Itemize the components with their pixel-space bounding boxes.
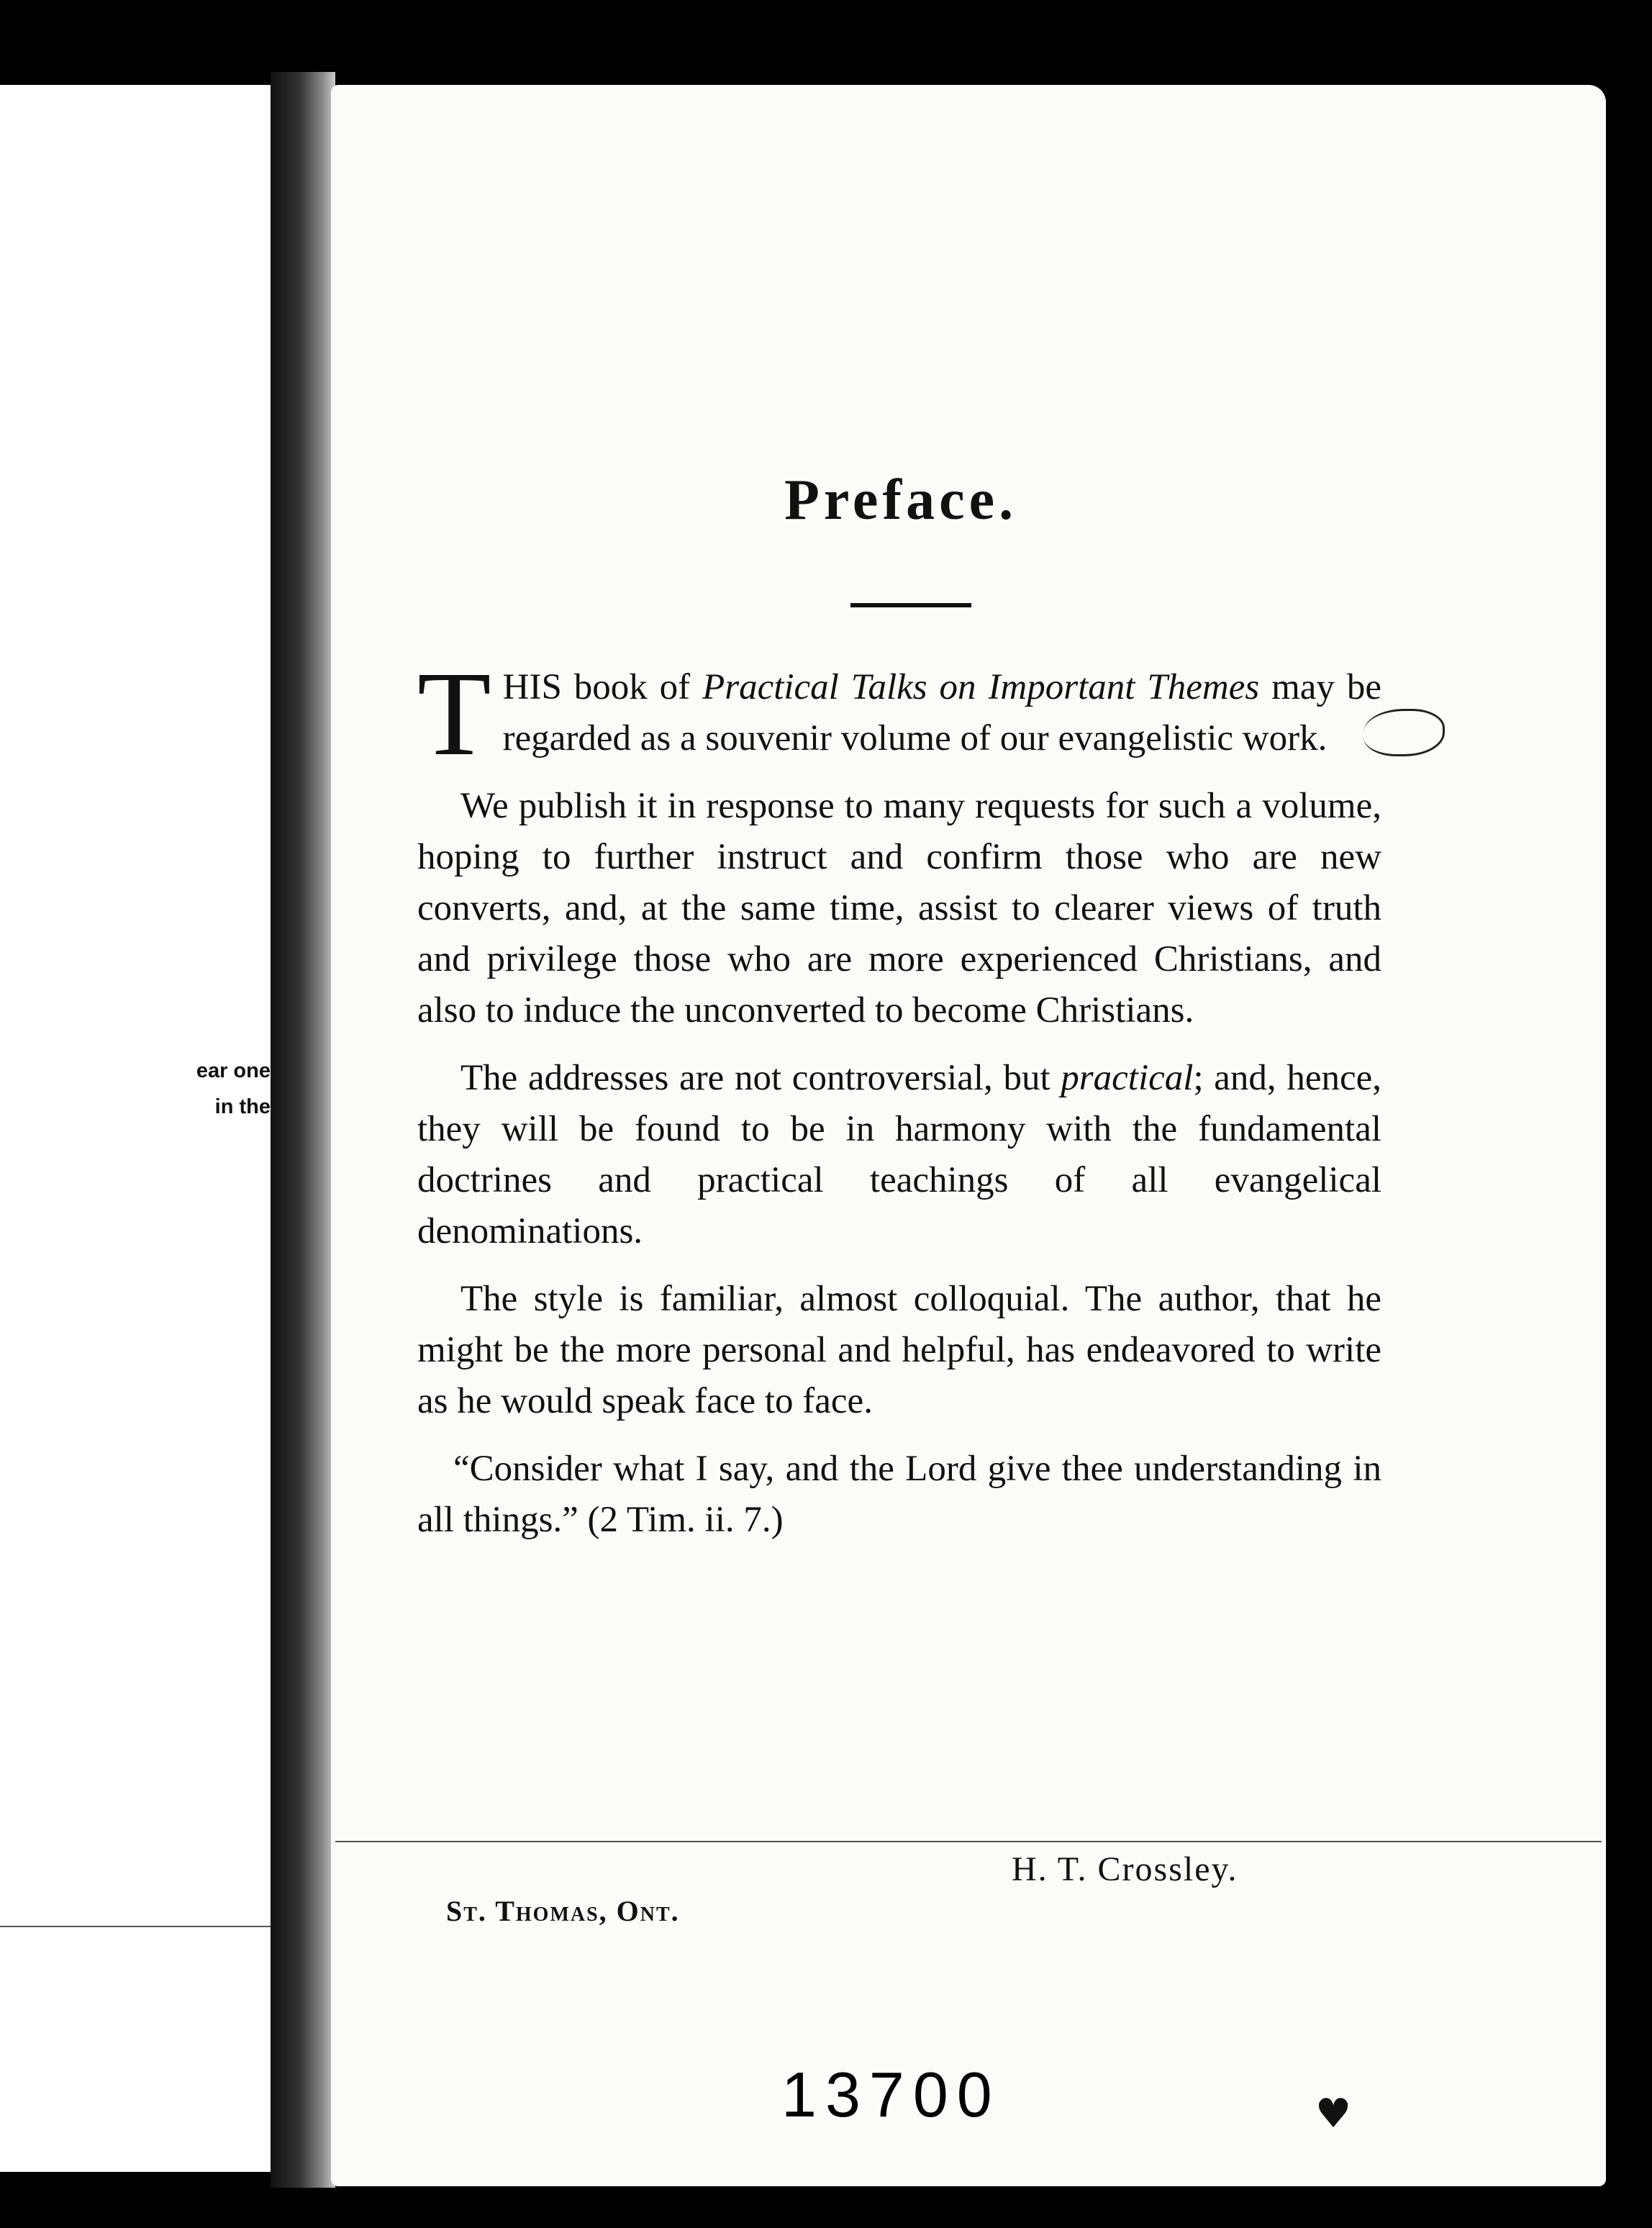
paragraph-text: The addresses are not controversial, but xyxy=(460,1058,1061,1098)
divider-line xyxy=(335,1841,1602,1842)
paragraph-text: HIS book of xyxy=(502,667,703,707)
scripture-quote: “Consider what I say, and the Lord give thee understanding in all things.” (2 Tim. ii. 7.) xyxy=(417,1449,1381,1540)
paragraph: We publish it in response to many requests for such a volume, hoping to further instruct and confirm those who are new converts, and, at the same time, assist to clearer views of truth and privilege those who are more experienced Christians, and also to induce the unconverted to become Christians. xyxy=(417,786,1381,1031)
paragraph-text: may be regarded as a souvenir volume of our evangelistic work. xyxy=(502,667,1381,758)
heart-mark-icon: ♥ xyxy=(1315,2091,1352,2137)
paragraph: The style is familiar, almost colloquial. The author, that he might be the more personal and helpful, has endeavored to write as he would speak face to face. xyxy=(417,1279,1381,1421)
handwritten-number: 13700 xyxy=(781,2059,1001,2130)
author-signature: H. T. Crossley. xyxy=(1012,1850,1238,1888)
book-gutter xyxy=(271,72,335,2188)
left-page-fragment: in the xyxy=(214,1095,271,1118)
paragraph-text: ; and, hence, they will be found to be in harmony with the fundamental doctrines and practical teachings of all evangelical denominations. xyxy=(417,1058,1381,1251)
divider-line xyxy=(0,1926,271,1927)
book-title-italic: Practical Talks on Important Themes xyxy=(702,667,1260,707)
emphasis-italic: practical xyxy=(1061,1058,1194,1098)
left-page-fragment: ear one xyxy=(196,1059,271,1082)
paragraph xyxy=(417,647,1381,781)
left-page xyxy=(0,85,271,2172)
handwritten-annotation xyxy=(1363,709,1445,756)
preface-body xyxy=(417,647,1381,1562)
page-title: Preface. xyxy=(784,468,1018,532)
drop-cap: T xyxy=(417,647,491,781)
paragraph xyxy=(417,1053,1381,1257)
place-line: St. Thomas, Ont. xyxy=(446,1895,680,1927)
title-rule xyxy=(850,603,971,607)
